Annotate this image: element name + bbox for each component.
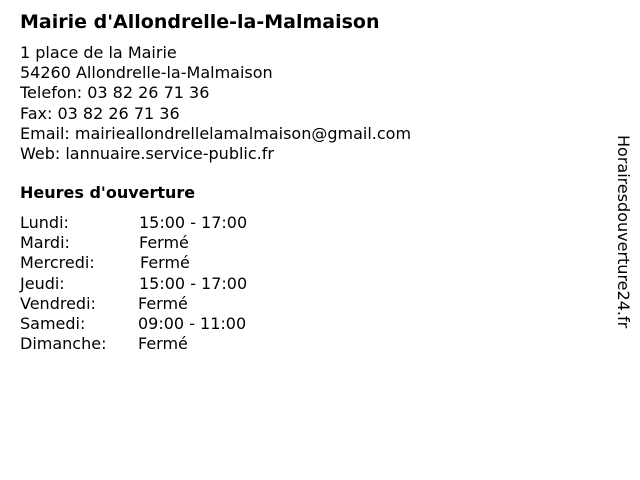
day-label: Mardi: <box>20 233 70 253</box>
phone-number: Telefon: 03 82 26 71 36 <box>20 83 210 103</box>
day-label: Samedi: <box>20 313 86 333</box>
day-label: Vendredi: <box>20 293 96 313</box>
street-address: 1 place de la Mairie <box>20 43 177 62</box>
hours-value: Fermé <box>140 253 190 273</box>
opening-hours-heading: Heures d'ouverture <box>20 183 196 202</box>
hours-value: 09:00 - 11:00 <box>138 313 247 333</box>
hours-value: 15:00 - 17:00 <box>139 213 248 232</box>
day-label: Lundi: <box>20 213 69 232</box>
site-watermark: Horairesdouverture24.fr <box>614 135 633 329</box>
email-address: Email: mairieallondrellelamalmaison@gmail.com <box>20 123 412 143</box>
day-label: Dimanche: <box>20 334 107 354</box>
address-block <box>20 43 411 164</box>
day-label: Jeudi: <box>20 273 65 293</box>
fax-number: Fax: 03 82 26 71 36 <box>20 103 180 123</box>
hours-value: Fermé <box>138 334 188 354</box>
hours-value: Fermé <box>139 233 189 253</box>
website: Web: lannuaire.service-public.fr <box>20 143 274 163</box>
postal-city: 54260 Allondrelle-la-Malmaison <box>20 63 273 83</box>
day-label: Mercredi: <box>20 253 95 273</box>
hours-value: Fermé <box>138 293 188 313</box>
hours-value: 15:00 - 17:00 <box>139 273 248 293</box>
page-title: Mairie d'Allondrelle-la-Malmaison <box>20 11 380 33</box>
